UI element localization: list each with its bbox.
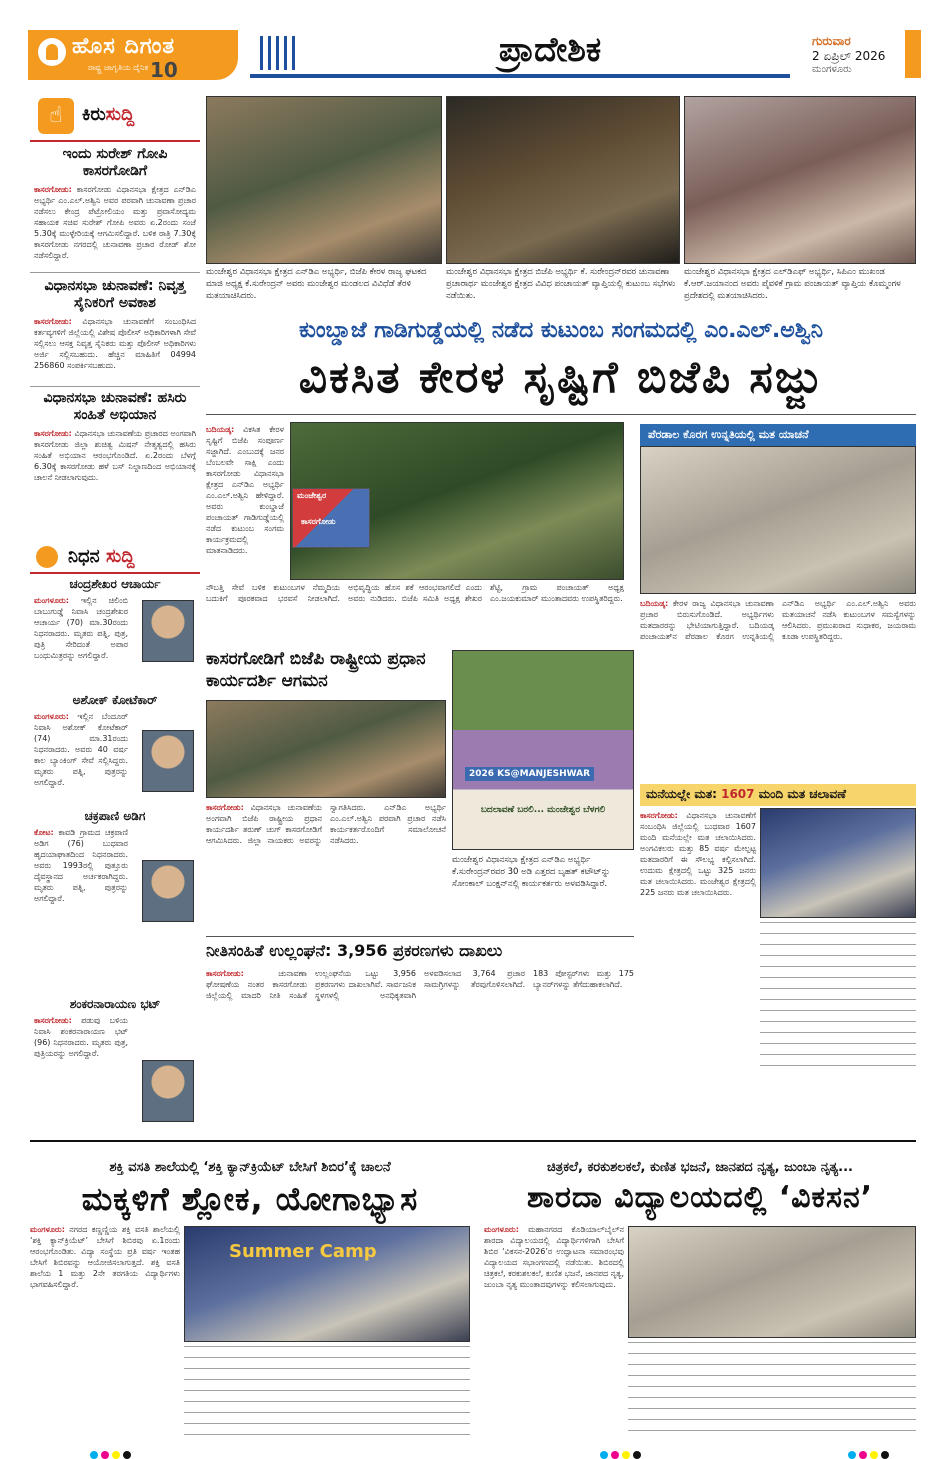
banner-text: Summer Camp — [229, 1241, 377, 1262]
photo-vikasana-camp — [628, 1226, 916, 1338]
shloka-body: ಮಂಗಳೂರು: ನಗರದ ಕಣ್ಣಣ್ಣಿಯ ಶಕ್ತಿ ವಸತಿ ಶಾಲೆಯಲ್ಲಿ ‘ಶಕ್ತಿ ಕ್ಯಾನ್‌ಕ್ರಿಯೆಟ್’ ಬೇಸಿಗೆ ಶಿಬಿರವು ಏ.1ರಂದು ಆರಂಭಗೊಂಡಿತು. ವಿದ್ಯಾ ಸಂಸ್ಥೆಯ ಪ್ರತಿ ವರ್ಷ ಇಂತಹ ಬೇಸಿಗೆ ಶಿಬಿರವನ್ನು ಆಯೋಜಿಸಲಾಗುತ್ತದೆ. ಶಕ್ತಿ ವಸತಿ ಶಾಲೆಯ 1 ಮತ್ತು 2ನೇ ತರಗತಿಯ ವಿದ್ಯಾರ್ಥಿಗಳು ಭಾಗವಹಿಸಲಿದ್ದಾರೆ. — [30, 1225, 180, 1289]
candle-icon — [36, 546, 58, 568]
lead-kicker: ಕುಂಬ್ಡಾಜೆ ಗಾಡಿಗುಡ್ಡೆಯಲ್ಲಿ ನಡೆದ ಕುಟುಂಬ ಸಂಗಮದಲ್ಲಿ ಎಂ.ಎಲ್.ಅಶ್ವಿನಿ — [298, 318, 824, 343]
sharada-headline: ಶಾರದಾ ವಿದ್ಯಾಲಯದಲ್ಲಿ ‘ವಿಕಸನ’ — [526, 1180, 874, 1215]
obituary-name: ಚಂದ್ರಶೇಖರ ಆಚಾರ್ಯ — [69, 577, 161, 591]
dateline-day: ಗುರುವಾರ — [812, 34, 851, 48]
logo-emblem-icon — [38, 38, 66, 66]
brief-headline: ಇಂದು ಸುರೇಶ್ ಗೋಪಿ ಕಾಸರಗೋಡಿಗೆ — [62, 146, 168, 179]
obituary-4: ಶಂಕರನಾರಾಯಣ ಭಟ್ ಕಾಸರಗೋಡು: ಪಡುವು ಬಳಿಯ ನಿವಾಸಿ ಶಂಕರನಾರಾಯಣ ಭಟ್ (96) ನಿಧನರಾದರು. ಮೃತರು ಪುತ್ರ, ಪುತ್ರಿಯರನ್ನು ಅಗಲಿದ್ದಾರೆ. — [34, 996, 196, 1125]
logo-tagline: ರಾಷ್ಟ್ರ ಜಾಗೃತಿಯ ದೈನಿಕ — [88, 63, 149, 72]
cutout-caption: ಮಂಜೇಶ್ವರ ವಿಧಾನಸಭಾ ಕ್ಷೇತ್ರದ ಎನ್‌ಡಿಎ ಅಭ್ಯರ್ಥಿ ಕೆ.ಸುರೇಂದ್ರನ್‌ರವರ 30 ಅಡಿ ಎತ್ತರದ ಬೃಹತ್ ಕಟೌಟ್‌ನ್ನು ಸೋಂಕಾಲ್ ಬಂಕ್ಷನ್‌ನಲ್ಲಿ ಕಾರ್ಯಕರ್ತರು ಅಳವಡಿಸಿದ್ದಾರೆ. — [452, 855, 611, 889]
brief-headline: ವಿಧಾನಸಭಾ ಚುನಾವಣೆ: ಹಸಿರು ಸಂಹಿತೆ ಅಭಿಯಾನ — [43, 390, 187, 423]
obituary-name: ಅಶೋಕ್ ಕೋಟೆಕಾರ್ — [72, 693, 158, 707]
obituary-photo — [142, 730, 194, 792]
brief-2: ವಿಧಾನಸಭಾ ಚುನಾವಣೆ: ನಿವೃತ್ತ ಸೈನಿಕರಿಗೆ ಅವಕಾಶ ಕಾಸರಗೋಡು: ವಿಧಾನಸಭಾ ಚುನಾವಣೆಗೆ ಸಂಬಂಧಿಸಿದ ಕರ್ತವ್ಯಗಳಿಗೆ ಜಿಲ್ಲೆಯಲ್ಲಿ ವಿಶೇಷ ಪೊಲೀಸ್ ಅಧಿಕಾರಿಗಳಾಗಿ ಸೇವೆ ಸಲ್ಲಿಸಲು ಆಸಕ್ತ ನಿವೃತ್ತ ಸೈನಿಕರು ಮತ್ತು ಪೊಲೀಸ್ ಅಧಿಕಾರಿಗಳು ಅರ್ಜಿ ಸಲ್ಲಿಸಬಹುದು. ಹೆಚ್ಚಿನ ಮಾಹಿತಿಗೆ 04994 256860 ಸಂಪರ್ಕಿಸಬಹುದು. — [34, 278, 196, 370]
sharada-body-continued — [628, 1342, 916, 1438]
peradala-band: ಪೆರಡಾಲ ಕೊರಗ ಉನ್ನತಿಯಲ್ಲಿ ಮತ ಯಾಚನೆ — [640, 424, 916, 446]
photo-home-voting — [760, 808, 916, 918]
obituary-photo — [142, 860, 194, 922]
obituary-photo — [142, 1060, 194, 1122]
kiru-suddi-header — [30, 96, 200, 138]
page-number: 10 — [150, 58, 178, 82]
shloka-headline: ಮಕ್ಕಳಿಗೆ ಶ್ಲೋಕ, ಯೋಗಾಭ್ಯಾಸ — [81, 1180, 419, 1218]
code-headline: ನೀತಿಸಂಹಿತೆ ಉಲ್ಲಂಘನೆ: 3,956 ಪ್ರಕರಣಗಳು ದಾಖಲು — [206, 941, 503, 960]
sharada-kicker: ಚಿತ್ರಕಲೆ, ಕರಕುಶಲಕಲೆ, ಕುಣಿತ ಭಜನೆ, ಜಾನಪದ ನೃತ್ಯ, ಜುಂಬಾ ನೃತ್ಯ... — [547, 1160, 853, 1175]
obituary-name: ಶಂಕರನಾರಾಯಣ ಭಟ್ — [69, 997, 161, 1011]
shloka-kicker: ಶಕ್ತಿ ವಸತಿ ಶಾಲೆಯಲ್ಲಿ ‘ಶಕ್ತಿ ಕ್ಯಾನ್‌ಕ್ರಿಯೆಟ್ ಬೇಸಿಗೆ ಶಿಬಿರ’ಕ್ಕೆ ಚಾಲನೆ — [109, 1160, 391, 1175]
photo-peradala-voters — [640, 446, 916, 594]
divider — [206, 936, 634, 937]
divider — [30, 572, 200, 574]
print-registration-marks — [848, 1444, 892, 1454]
divider — [30, 272, 200, 273]
kasaragod-body: ಕಾಸರಗೋಡು: ವಿಧಾನಸಭಾ ಚುನಾವಣೆಯ ಅಂಗವಾಗಿ ಬಿಜೆಪಿ ರಾಷ್ಟ್ರೀಯ ಪ್ರಧಾನ ಕಾರ್ಯದರ್ಶಿ ತರುಣ್ ಚುಗ್ ಕಾಸರಗೋಡಿಗೆ ಆಗಮಿಸಿದರು. ಜಿಲ್ಲಾ ನಾಯಕರು ಅವರನ್ನು ಸ್ವಾಗತಿಸಿದರು. ಎನ್‌ಡಿಎ ಅಭ್ಯರ್ಥಿ ಎಂ.ಎಲ್.ಅಶ್ವಿನಿ ಪರವಾಗಿ ಪ್ರಚಾರ ನಡೆಸಿ ಕಾರ್ಯಕರ್ತರೊಂದಿಗೆ ಸಮಾಲೋಚನೆ ನಡೆಸಿದರು. — [206, 803, 446, 845]
obituary-photo — [142, 600, 194, 662]
hand-icon: ☝ — [38, 98, 74, 134]
dateline-city: ಮಂಗಳೂರು — [812, 64, 852, 75]
home-vote-body-continued — [760, 922, 916, 1072]
code-body: ಕಾಸರಗೋಡು: ಚುನಾವಣಾ ಘೋಷಣೆಯ ನಂತರ ಕಾಸರಗೋಡು ಜಿಲ್ಲೆಯಲ್ಲಿ ಮಾದರಿ ನೀತಿ ಸಂಹಿತೆ ಉಲ್ಲಂಘನೆಯ ಒಟ್ಟು 3,956 ಪ್ರಕರಣಗಳು ದಾಖಲಾಗಿವೆ. ಸಾರ್ವಜನಿಕ ಸ್ಥಳಗಳಲ್ಲಿ ಅನಧಿಕೃತವಾಗಿ ಅಳವಡಿಸಲಾದ 3,764 ಪ್ರಚಾರ ಸಾಮಗ್ರಿಗಳನ್ನು ತೆರವುಗೊಳಿಸಲಾಗಿದೆ. 183 ಪೋಸ್ಟರ್‌ಗಳು ಮತ್ತು 175 ಬ್ಯಾನರ್‌ಗಳನ್ನು ತೆಗೆದುಹಾಕಲಾಗಿದೆ. — [206, 969, 634, 1000]
brief-headline: ವಿಧಾನಸಭಾ ಚುನಾವಣೆ: ನಿವೃತ್ತ ಸೈನಿಕರಿಗೆ ಅವಕಾಶ — [44, 278, 186, 311]
divider — [30, 1140, 916, 1142]
print-registration-marks — [90, 1444, 134, 1454]
kasaragod-headline: ಕಾಸರಗೋಡಿಗೆ ಬಿಜೆಪಿ ರಾಷ್ಟ್ರೀಯ ಪ್ರಧಾನ ಕಾರ್ಯದರ್ಶಿ ಆಗಮನ — [206, 649, 426, 691]
peradala-body: ಬದಿಯಡ್ಕ: ಕೇರಳ ರಾಜ್ಯ ವಿಧಾನಸಭಾ ಚುನಾವಣಾ ಪ್ರಚಾರ ಬಿರುಸುಗೊಂಡಿದೆ. ಅಭ್ಯರ್ಥಿಗಳು ಮತದಾರರನ್ನು ಭೇಟಿಯಾಗುತ್ತಿದ್ದಾರೆ. ಬದಿಯಡ್ಕ ಪಂಚಾಯತ್‌ನ ಪೆರಡಾಲ ಕೊರಗ ಉನ್ನತಿಯಲ್ಲಿ ಎನ್‌ಡಿಎ ಅಭ್ಯರ್ಥಿ ಎಂ.ಎಲ್.ಅಶ್ವಿನಿ ಅವರು ಮತಯಾಚನೆ ನಡೆಸಿ ಕುಟುಂಬಗಳ ಸಮಸ್ಯೆಗಳನ್ನು ಆಲಿಸಿದರು. ಪ್ರಮುಖರಾದ ಸುಧಾಕರ, ಜಯರಾಮ ಕೂಡಾ ಉಪಸ್ಥಿತರಿದ್ದರು. — [640, 599, 916, 641]
photo-candidate-cutout — [452, 650, 634, 850]
dateline-date: 2 ಏಪ್ರಿಲ್ 2026 — [812, 49, 886, 63]
photo-leader-welcome — [206, 700, 446, 798]
lead-body-col2: ನೌಬತ್ತಿ ಸೇವೆ ಬಳಿಕ ಕುಟುಂಬಗಳ ನೆಮ್ಮದಿಯ ಬದುಕಿಗೆ ಪೂರಕವಾದ ಭರವಸೆ ನೀಡಲಾಗಿದೆ. ಅಭಿವೃದ್ಧಿಯ ಹೊಸ ಶಕೆ ಆರಂಭವಾಗಲಿದೆ ಎಂದು ಅವರು ನುಡಿದರು. ಬಿಜೆಪಿ ಸಮಿತಿ ಅಧ್ಯಕ್ಷ ಶೇಖರ ಶೆಟ್ಟಿ, ಗ್ರಾಮ ಪಂಚಾಯತ್ ಅಧ್ಯಕ್ಷ ಎಂ.ಜಯಕುಮಾರ್ ಮುಂತಾದವರು ಉಪಸ್ಥಿತರಿದ್ದರು. — [206, 583, 624, 603]
obituary-3: ಚಕ್ರಪಾಣಿ ಅಡಿಗ ಕೋಟ: ಕಾವಡಿ ಗ್ರಾಮದ ಚಕ್ರಪಾಣಿ ಅಡಿಗ (76) ಬುಧವಾರ ಹೃದಯಾಘಾತದಿಂದ ನಿಧನರಾದರು. ಅವರು 1993ರಲ್ಲಿ ಪುತ್ತೂರು ದೈವಸ್ಥಾನದ ಅರ್ಚಕರಾಗಿದ್ದರು. ಮೃತರು ಪತ್ನಿ, ಪುತ್ರರನ್ನು ಅಗಲಿದ್ದಾರೆ. — [34, 808, 196, 997]
photo-caption: ಮಂಜೇಶ್ವರ ವಿಧಾನಸಭಾ ಕ್ಷೇತ್ರದ ಎನ್‌ಡಿಎ ಅಭ್ಯರ್ಥಿ, ಬಿಜೆಪಿ ಕೇರಳ ರಾಜ್ಯ ಘಟಕದ ಮಾಜಿ ಅಧ್ಯಕ್ಷ ಕೆ.ಸುರೇಂದ್ರನ್ ಅವರು ಮಂಜೇಶ್ವರ ಮಂಡಲದ ವಿವಿಧೆಡೆ ತೆರಳಿ ಮತಯಾಚಿಸಿದರು. — [206, 267, 427, 301]
photo-candidate-campaign — [206, 96, 442, 264]
shloka-body-continued — [184, 1346, 470, 1438]
divider — [206, 414, 916, 415]
brief-3: ವಿಧಾನಸಭಾ ಚುನಾವಣೆ: ಹಸಿರು ಸಂಹಿತೆ ಅಭಿಯಾನ ಕಾಸರಗೋಡು: ವಿಧಾನಸಭಾ ಚುನಾವಣೆಯ ಪ್ರಚಾರದ ಅಂಗವಾಗಿ ಕಾಸರಗೋಡು ಜಿಲ್ಲಾ ಶುಚಿತ್ವ ಮಿಷನ್ ನೇತೃತ್ವದಲ್ಲಿ ಹಸಿರು ಸಂಹಿತೆ ಅಭಿಯಾನ ಆರಂಭಗೊಂಡಿದೆ. ಏ.2ರಂದು ಬೆಳಗ್ಗೆ 6.30ಕ್ಕೆ ಕಾಸರಗೋಡು ಹಳೆ ಬಸ್ ನಿಲ್ದಾಣದಿಂದ ಅಭಿಯಾನಕ್ಕೆ ಚಾಲನೆ ನೀಡಲಾಗುವುದು. — [34, 390, 196, 482]
home-vote-body: ಕಾಸರಗೋಡು: ವಿಧಾನಸಭಾ ಚುನಾವಣೆಗೆ ಸಂಬಂಧಿಸಿ ಜಿಲ್ಲೆಯಲ್ಲಿ ಬುಧವಾರ 1607 ಮಂದಿ ಮನೆಯಲ್ಲೇ ಮತ ಚಲಾಯಿಸಿದರು. ಅಂಗವಿಕಲರು ಮತ್ತು 85 ವರ್ಷ ಮೇಲ್ಪಟ್ಟ ಮತದಾರರಿಗೆ ಈ ಸೌಲಭ್ಯ ಕಲ್ಪಿಸಲಾಗಿದೆ. ಉದುಮ ಕ್ಷೇತ್ರದಲ್ಲಿ ಒಟ್ಟು 325 ಜನರು ಮತ ಚಲಾಯಿಸಿದರು. ಮಂಜೇಶ್ವರ ಕ್ಷೇತ್ರದಲ್ಲಿ 225 ಜನರು ಮತ ಚಲಾಯಿಸಿದರು. — [640, 811, 756, 897]
kiru-suddi-title: ಕಿರುಸುದ್ದಿ — [82, 104, 135, 125]
lead-headline: ವಿಕಸಿತ ಕೇರಳ ಸೃಷ್ಟಿಗೆ ಬಿಜೆಪಿ ಸಜ್ಜು — [298, 352, 824, 403]
photo-caption: ಮಂಜೇಶ್ವರ ವಿಧಾನಸಭಾ ಕ್ಷೇತ್ರದ ಬಿಜೆಪಿ ಅಭ್ಯರ್ಥಿ ಕೆ. ಸುರೇಂದ್ರನ್‌ರವರ ಚುನಾವಣಾ ಪ್ರಚಾರಾರ್ಥ ಮಂಜೇಶ್ವರ ಕ್ಷೇತ್ರದ ವಿವಿಧ ಪಂಚಾಯತ್ ವ್ಯಾಪ್ತಿಯಲ್ಲಿ ಕುಟುಂಬ ಸಭೆಗಳು ನಡೆಯಿತು. — [446, 267, 676, 301]
obituary-1: ಚಂದ್ರಶೇಖರ ಆಚಾರ್ಯ ಮಂಗಳೂರು: ಇಲ್ಲಿನ ಚಿಲಿಂಬಿ ಬಾಬುಗುಡ್ಡೆ ನಿವಾಸಿ ಚಂದ್ರಶೇಖರ ಆಚಾರ್ಯ (70) ಮಾ.30ರಂದು ನಿಧನರಾದರು. ಮೃತರು ಪತ್ನಿ, ಪುತ್ರ, ಪುತ್ರಿ ಸೇರಿದಂತೆ ಅಪಾರ ಬಂಧುಮಿತ್ರರನ್ನು ಅಗಲಿದ್ದಾರೆ. — [34, 576, 196, 679]
section-title: ಪ್ರಾದೇಶಿಕ — [250, 30, 790, 78]
photo-ldf-campaign — [684, 96, 916, 264]
nidhana-header: ನಿಧನ ಸುದ್ದಿ — [30, 542, 200, 572]
cutout-slogan: ಬದಲಾವಣೆ ಬರಲಿ... ಮಂಜೇಶ್ವರ ಬೆಳಗಲಿ — [480, 805, 606, 815]
divider — [30, 140, 200, 142]
photo-summer-camp — [184, 1226, 470, 1342]
home-vote-band: ಮನೆಯಲ್ಲೇ ಮತ: 1607 ಮಂದಿ ಮತ ಚಲಾವಣೆ — [640, 784, 916, 806]
logo-name: ಹೊಸ ದಿಗಂತ — [72, 34, 176, 59]
obituary-name: ಚಕ್ರಪಾಣಿ ಅಡಿಗ — [84, 809, 146, 823]
lead-body-col1: ಬದಿಯಡ್ಕ: ವಿಕಸಿತ ಕೇರಳ ಸೃಷ್ಟಿಗೆ ಬಿಜೆಪಿ ಸಂಪೂರ್ಣ ಸಜ್ಜಾಗಿದೆ. ಎಂಬುದಕ್ಕೆ ಜನರ ಬೆಂಬಲವೇ ಸಾಕ್ಷಿ ಎಂದು ಕಾಸರಗೋಡು ವಿಧಾನಸಭಾ ಕ್ಷೇತ್ರದ ಎನ್‌ಡಿಎ ಅಭ್ಯರ್ಥಿ ಎಂ.ಎಲ್.ಅಶ್ವಿನಿ ಹೇಳಿದ್ದಾರೆ. ಅವರು ಕುಂಬ್ಡಾಜೆ ಪಂಚಾಯತ್ ಗಾಡಿಗುಡ್ಡೆಯಲ್ಲಿ ನಡೆದ ಕುಟುಂಬ ಸಂಗಮ ಕಾರ್ಯಕ್ರಮದಲ್ಲಿ ಮಾತನಾಡಿದರು. — [206, 425, 284, 555]
masthead-accent-bar — [905, 30, 921, 78]
print-registration-marks — [600, 1444, 644, 1454]
photo-caption: ಮಂಜೇಶ್ವರ ವಿಧಾನಸಭಾ ಕ್ಷೇತ್ರದ ಎಲ್‌ಡಿಎಫ್ ಅಭ್ಯರ್ಥಿ, ಸಿಪಿಎಂ ಮುಖಂಡ ಕೆ.ಆರ್.ಜಯಾನಂದ ಅವರು ಪೈವಳಿಕೆ ಗ್ರಾಮ ಪಂಚಾಯತ್ ವ್ಯಾಪ್ತಿಯ ಕೊಮ್ಮಂಗಳ ಪ್ರದೇಶದಲ್ಲಿ ಮತಯಾಚಿಸಿದರು. — [684, 267, 901, 301]
constituency-map: ಮಂಜೇಶ್ವರ ಕಾಸರಗೋಡು — [292, 488, 370, 548]
sharada-body: ಮಂಗಳೂರು: ಮಹಾನಗರದ ಕೊಡಿಯಾಲ್‌ಬೈಲ್‌ನ ಶಾರದಾ ವಿದ್ಯಾಲಯದಲ್ಲಿ ವಿದ್ಯಾರ್ಥಿಗಳಿಗಾಗಿ ಬೇಸಿಗೆ ಶಿಬಿರ ‘ವಿಕಸನ-2026’ರ ಉದ್ಘಾಟನಾ ಸಮಾರಂಭವು ವಿದ್ಯಾಲಯದ ಸಭಾಂಗಣದಲ್ಲಿ ನಡೆಯಿತು. ಶಿಬಿರದಲ್ಲಿ ಚಿತ್ರಕಲೆ, ಕರಕುಶಲಕಲೆ, ಕುಣಿತ ಭಜನೆ, ಜಾನಪದ ನೃತ್ಯ, ಜುಂಬಾ ನೃತ್ಯ ಮುಂತಾದವುಗಳನ್ನು ಕಲಿಸಲಾಗುವುದು. — [484, 1225, 624, 1289]
brief-1: ಇಂದು ಸುರೇಶ್ ಗೋಪಿ ಕಾಸರಗೋಡಿಗೆ ಕಾಸರಗೋಡು: ಕಾಸರಗೋಡು ವಿಧಾನಸಭಾ ಕ್ಷೇತ್ರದ ಎನ್‌ಡಿಎ ಅಭ್ಯರ್ಥಿ ಎಂ.ಎಲ್.ಅಶ್ವಿನಿ ಅವರ ಪರವಾಗಿ ಚುನಾವಣಾ ಪ್ರಚಾರ ನಡೆಸಲು ಕೇಂದ್ರ ಪೆಟ್ರೋಲಿಯಂ ಮತ್ತು ಪ್ರವಾಸೋದ್ಯಮ ಸಹಾಯಕ ಸಚಿವ ಸುರೇಶ್ ಗೋಪಿ ಅವರು ಏ.2ರಂದು ಸಂಜೆ 5.30ಕ್ಕೆ ಮುಳ್ಳೇರಿಯಕ್ಕೆ ಆಗಮಿಸಲಿದ್ದಾರೆ. ಬಳಿಕ ರಾತ್ರಿ 7.30ಕ್ಕೆ ಕಾಸರಗೋಡು ನಗರದಲ್ಲಿ ಚುನಾವಣಾ ಪ್ರಚಾರ ರೋಡ್ ಶೋ ನಡೆಸಲಿದ್ದಾರೆ. — [34, 146, 196, 260]
divider — [30, 386, 200, 387]
photo-family-meeting — [446, 96, 680, 264]
cutout-poster-text: 2026 KS@MANJESHWAR — [465, 767, 594, 781]
dateline — [812, 34, 912, 75]
obituary-2: ಅಶೋಕ್ ಕೋಟೆಕಾರ್ ಮಂಗಳೂರು: ಇಲ್ಲಿನ ಬೆಂದೂರ್ ನಿವಾಸಿ ಅಶೋಕ್ ಕೋಟೆಕಾರ್ (74) ಮಾ.31ರಂದು ನಿಧನರಾದರು. ಅವರು 40 ವರ್ಷ ಕಾಲ ಬ್ಯಾಂಕಿಂಗ್ ಸೇವೆ ಸಲ್ಲಿಸಿದ್ದರು. ಮೃತರು ಪತ್ನಿ, ಪುತ್ರರನ್ನು ಅಗಲಿದ್ದಾರೆ. — [34, 692, 196, 807]
masthead-logo — [28, 30, 238, 80]
